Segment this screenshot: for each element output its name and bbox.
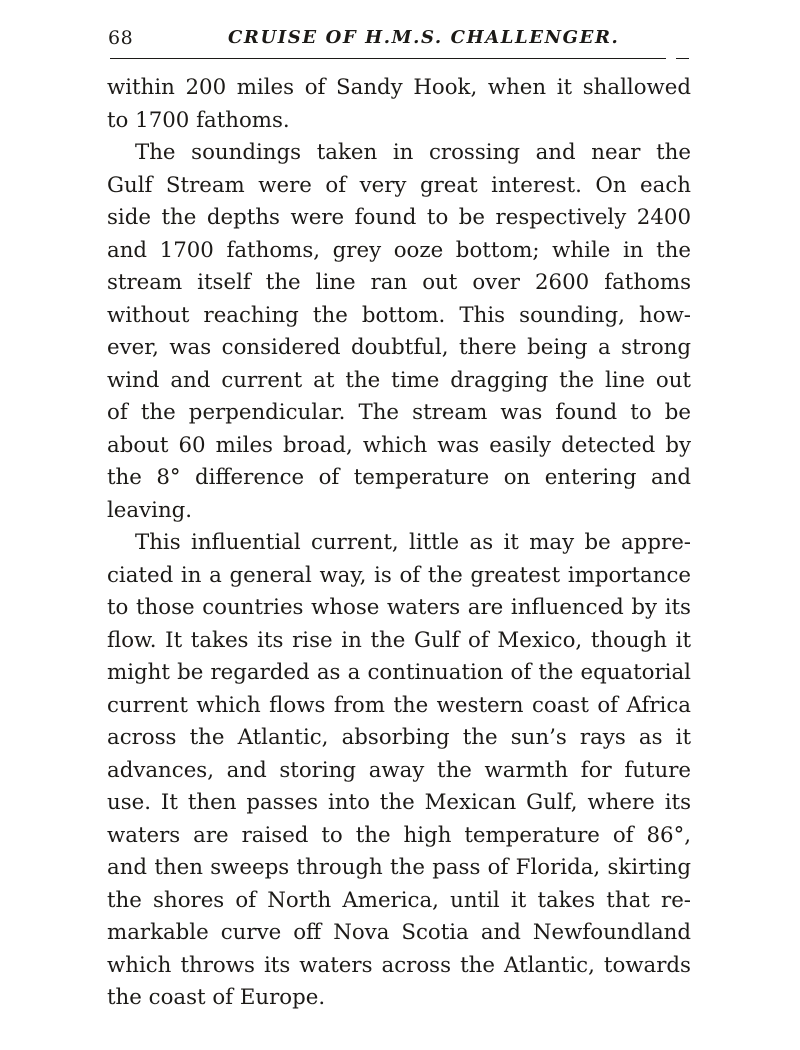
text-line: ciated in a general way, is of the greatest importance [107,562,691,588]
text-line: markable curve off Nova Scotia and Newfoundland [107,920,691,945]
text-line: without reaching the bottom. This sounding, how- [107,302,691,328]
text-line: leaving. [107,497,193,523]
text-line: Gulf Stream were of very great interest. On each [107,172,691,198]
text-line: This influential current, little as it may be appre- [135,530,691,555]
text-line: waters are raised to the high temperature of 86°, [107,822,691,848]
text-line: to those countries whose waters are influenced by its [107,595,691,620]
body-text [107,72,691,1015]
text-line: ever, was considered doubtful, there being a strong [107,335,691,360]
text-line: of the perpendicular. The stream was found to be [107,400,691,425]
text-line: to 1700 fathoms. [107,107,290,133]
text-line: current which flows from the western coast of Africa [107,692,691,718]
text-line: within 200 miles of Sandy Hook, when it shallowed [107,75,691,100]
running-title: CRUISE OF H.M.S. CHALLENGER. [228,27,620,48]
text-line: the shores of North America, until it takes that re- [107,887,691,913]
text-line: The soundings taken in crossing and near the [135,140,691,165]
text-line: advances, and storing away the warmth for future [107,757,691,783]
header-rule [110,58,666,59]
text-line: use. It then passes into the Mexican Gulf, where its [107,790,691,815]
text-line: which throws its waters across the Atlantic, towards [107,952,691,978]
text-line: and 1700 fathoms, grey ooze bottom; while in the [107,237,691,263]
running-header [108,26,690,52]
text-line: the 8° difference of temperature on entering and [107,465,691,490]
header-rule-tail [676,58,689,59]
text-line: wind and current at the time dragging the line out [107,367,691,393]
text-line: about 60 miles broad, which was easily detected by [107,432,691,458]
text-line: side the depths were found to be respectively 2400 [107,205,691,230]
page-number: 68 [108,27,134,49]
text-line: and then sweeps through the pass of Florida, skirting [107,855,691,880]
text-line: might be regarded as a continuation of the equatorial [107,660,691,685]
text-line: flow. It takes its rise in the Gulf of Mexico, though it [107,627,691,653]
text-line: across the Atlantic, absorbing the sun’s rays as it [107,725,691,750]
text-line: stream itself the line ran out over 2600 fathoms [107,270,691,295]
text-line: the coast of Europe. [107,985,326,1010]
